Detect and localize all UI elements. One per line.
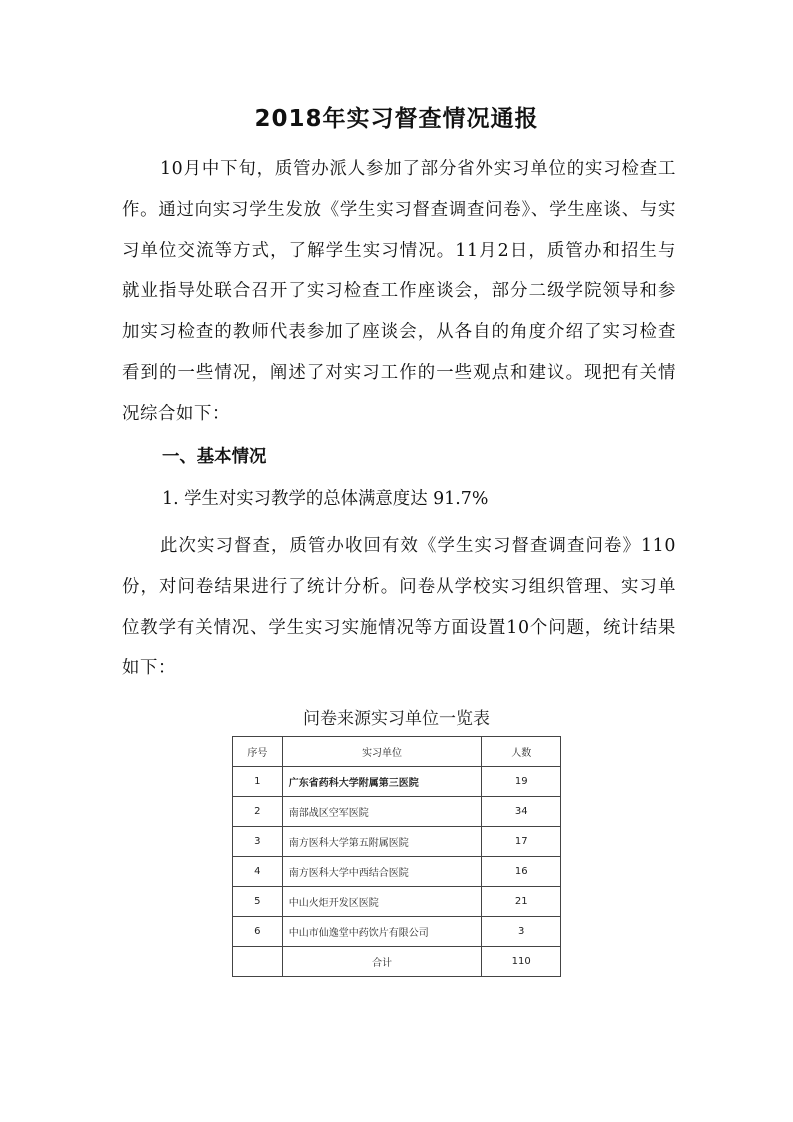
document-title: 2018年实习督查情况通报 (254, 106, 539, 132)
row-unit: 中山火炬开发区医院 (282, 887, 482, 917)
section-heading: 一、基本情况 (162, 447, 267, 467)
row-count: 16 (482, 857, 561, 887)
row-no: 6 (233, 917, 283, 947)
row-no: 5 (233, 887, 283, 917)
row-unit: 南方医科大学中西结合医院 (282, 857, 482, 887)
row-no: 4 (233, 857, 283, 887)
table-caption: 问卷来源实习单位一览表 (303, 709, 490, 729)
intro-paragraph: 10月中下旬，质管办派人参加了部分省外实习单位的实习检查工作。通过向实习学生发放《学生实习督查调查问卷》、学生座谈、与实习单位交流等方式，了解学生实习情况。11月2日，质管办和招生与就业指导处联合召开了实习检查工作座谈会，部分二级学院领导和参加实习检查的教师代表参加了座谈会，从各自的角度介绍了实习检查看到的一些情况，阐述了对实习工作的一些观点和建议。现把有关情况综合如下： (122, 159, 676, 424)
row-count: 19 (482, 767, 561, 797)
table-header-row (233, 737, 561, 767)
header-unit: 实习单位 (282, 737, 482, 767)
subsection-heading: 1. 学生对实习教学的总体满意度达 91.7% (162, 489, 489, 509)
table-row (233, 917, 561, 947)
header-no: 序号 (233, 737, 283, 767)
row-unit: 广东省药科大学附属第三医院 (282, 767, 482, 797)
row-count: 34 (482, 797, 561, 827)
row-count: 17 (482, 827, 561, 857)
total-count: 110 (482, 947, 561, 977)
row-unit: 中山市仙逸堂中药饮片有限公司 (282, 917, 482, 947)
survey-paragraph: 此次实习督查，质管办收回有效《学生实习督查调查问卷》110份，对问卷结果进行了统计分析。问卷从学校实习组织管理、实习单位教学有关情况、学生实习实施情况等方面设置10个问题，统计结果如下： (122, 536, 676, 679)
table-row (233, 797, 561, 827)
units-table (232, 736, 561, 977)
total-label: 合计 (282, 947, 482, 977)
row-no: 3 (233, 827, 283, 857)
row-unit: 南部战区空军医院 (282, 797, 482, 827)
row-no: 2 (233, 797, 283, 827)
total-no-empty (233, 947, 283, 977)
table-row (233, 887, 561, 917)
table-total-row (233, 947, 561, 977)
table-row (233, 827, 561, 857)
table-row (233, 767, 561, 797)
table-row (233, 857, 561, 887)
header-count: 人数 (482, 737, 561, 767)
row-count: 21 (482, 887, 561, 917)
row-unit: 南方医科大学第五附属医院 (282, 827, 482, 857)
row-count: 3 (482, 917, 561, 947)
row-no: 1 (233, 767, 283, 797)
